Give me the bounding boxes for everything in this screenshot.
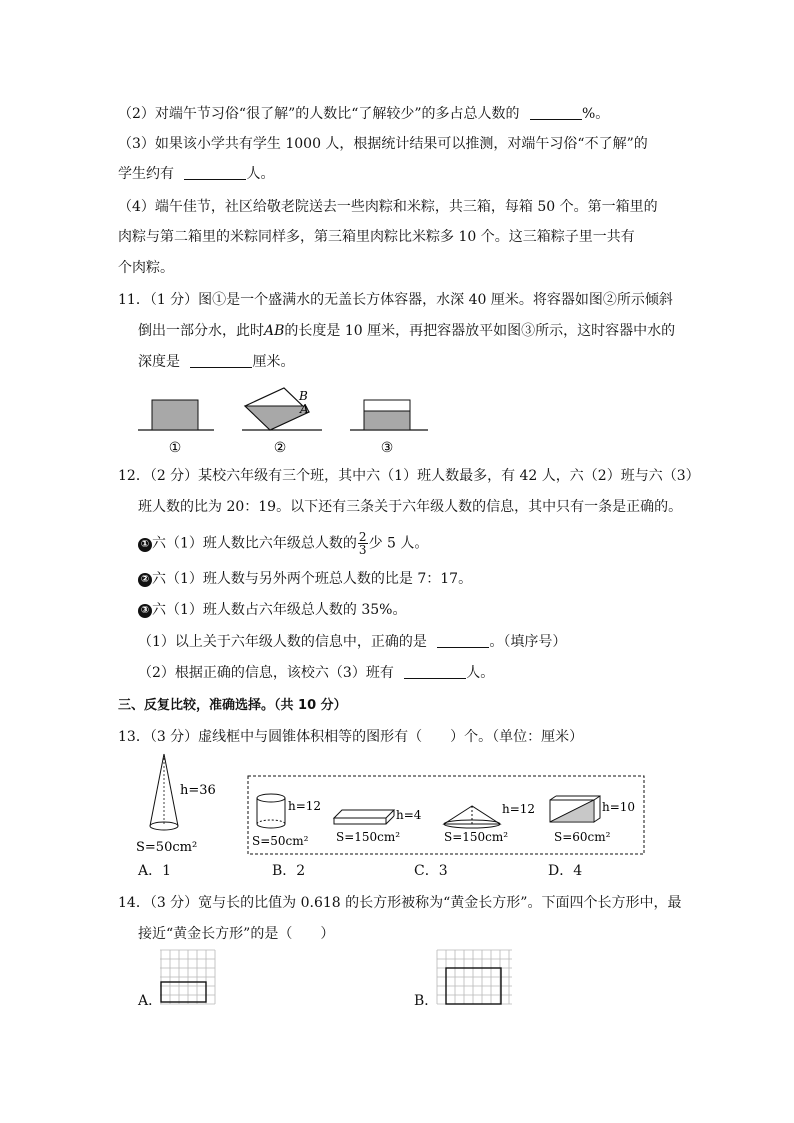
q11-line1: 11．（1 分）图①是一个盛满水的无盖长方体容器，水深 40 厘米。将容器如图②所示倾斜 (118, 292, 673, 308)
answer-blank[interactable] (190, 353, 252, 368)
point-a-label: A (300, 402, 309, 416)
leveled-water (364, 411, 410, 430)
fig2-caption: ② (273, 440, 287, 456)
q12-line2: 班人数的比为 20：19。以下还有三条关于六年级人数的信息，其中只有一条是正确的。 (138, 499, 683, 515)
candidate-rectangle (161, 982, 206, 1002)
q12-part2-unit: 人。 (466, 665, 495, 681)
q12-part1-text: （1）以上关于六年级人数的信息中，正确的是 (138, 634, 427, 650)
q12-statement-3 (138, 601, 406, 619)
cylinder-base-area: S=50cm² (252, 834, 309, 848)
q10-part2-unit: %。 (582, 106, 610, 122)
fraction-two-thirds (358, 531, 368, 556)
q10-part3-line1: （3）如果该小学共有学生 1000 人，根据统计结果可以推测，对端午习俗“不了解”的 (118, 136, 648, 152)
cuboid-figure (334, 808, 422, 844)
statement-number: ① (138, 538, 152, 552)
q12-part2 (138, 664, 494, 682)
cuboid-base-area: S=150cm² (336, 830, 401, 844)
prism-base-area: S=60cm² (554, 830, 611, 844)
answer-blank[interactable] (184, 165, 246, 180)
statement-text: 六（1）班人数与另外两个班总人数的比是 7：17。 (152, 571, 473, 587)
low-cone-height: h=12 (502, 802, 536, 816)
q13-option-b[interactable]: B．2 (272, 863, 306, 879)
q11-line3-unit: 厘米。 (252, 354, 295, 370)
q10-part4-text: 个肉粽。 (118, 260, 174, 276)
q13-option-c[interactable]: C．3 (414, 863, 448, 879)
q11-line2-text-b: 的长度是 10 厘米，再把容器放平如图③所示，这时容器中水的 (284, 323, 676, 339)
grid-rect-a[interactable] (160, 948, 220, 1008)
q12-statement-2 (138, 570, 472, 588)
cuboid-height: h=4 (396, 808, 422, 822)
statement-text: 少 5 人。 (368, 535, 429, 552)
cone-height: h=36 (180, 783, 216, 798)
q12-line1: 12．（2 分）某校六年级有三个班，其中六（1）班人数最多，有 42 人，六（2）班与六（3） (118, 468, 700, 484)
q12-part2-text: （2）根据正确的信息，该校六（3）班有 (138, 665, 394, 681)
q10-part4-line3 (118, 259, 174, 277)
q14-line1: 14．（3 分）宽与长的比值为 0.618 的长方形被称为“黄金长方形”。下面四个长方形中，最 (118, 895, 682, 911)
q10-part3-line2 (118, 165, 274, 183)
q10-part3-text: 学生约有 (118, 166, 174, 182)
q10-part4-line2: 肉粽与第二箱里的米粽同样多，第三箱里肉粽比米粽多 10 个。这三箱粽子里一共有 (118, 229, 635, 245)
fraction-denominator: 3 (358, 543, 367, 557)
q12-statement-1 (138, 531, 428, 556)
fig3-caption: ③ (380, 440, 394, 456)
segment-ab-label: AB (264, 323, 285, 339)
full-container (152, 400, 198, 430)
q13-option-a[interactable]: A．1 (138, 863, 172, 879)
statement-text: 六（1）班人数比六年级总人数的 (152, 535, 357, 552)
cone-base-area: S=50cm² (136, 840, 198, 855)
q11-container-figures (130, 386, 440, 458)
q10-part2-text: （2）对端午节习俗“很了解”的人数比“了解较少”的多占总人数的 (118, 106, 520, 122)
grid-lines (160, 950, 215, 1004)
statement-number: ③ (138, 604, 152, 618)
low-cone-base-area: S=150cm² (444, 830, 509, 844)
grid-rect-b[interactable] (436, 948, 516, 1008)
low-cone-figure (444, 802, 535, 844)
q10-part2 (118, 105, 609, 123)
q13-option-d[interactable]: D．4 (548, 863, 583, 879)
q14-option-b[interactable]: B． (414, 993, 439, 1009)
fig1-caption: ① (168, 440, 182, 456)
q12-part1 (138, 633, 566, 651)
q13-figures (130, 748, 650, 858)
q11-line3-text: 深度是 (138, 354, 180, 370)
cone-figure (136, 754, 216, 855)
statement-text: 六（1）班人数占六年级总人数的 35%。 (152, 602, 407, 618)
q14-line2: 接近“黄金长方形”的是（ ） (138, 926, 335, 942)
answer-blank[interactable] (404, 664, 466, 679)
fraction-numerator: 2 (358, 530, 367, 544)
cylinder-figure (252, 794, 321, 848)
q12-part1-suffix: 。（填序号） (489, 634, 567, 650)
q11-line2-text-a: 倒出一部分水，此时 (138, 323, 264, 339)
cylinder-height: h=12 (288, 799, 322, 813)
q14-option-a[interactable]: A． (138, 993, 163, 1009)
statement-number: ② (138, 573, 152, 587)
prism-height: h=10 (602, 800, 636, 814)
section-title: 三、反复比较，准确选择。（共 10 分） (118, 698, 347, 713)
q11-line2 (138, 322, 675, 340)
answer-blank[interactable] (437, 633, 489, 648)
triangular-prism-figure (550, 796, 635, 844)
q11-line3 (138, 353, 294, 371)
answer-blank[interactable] (530, 105, 582, 120)
point-b-label: B (299, 389, 308, 403)
q10-part3-unit: 人。 (246, 166, 275, 182)
q10-part4-line1: （4）端午佳节，社区给敬老院送去一些肉粽和米粽，共三箱，每箱 50 个。第一箱里的 (118, 199, 658, 215)
q13-line1: 13．（3 分）虚线框中与圆锥体积相等的图形有（ ）个。（单位：厘米） (118, 729, 584, 745)
